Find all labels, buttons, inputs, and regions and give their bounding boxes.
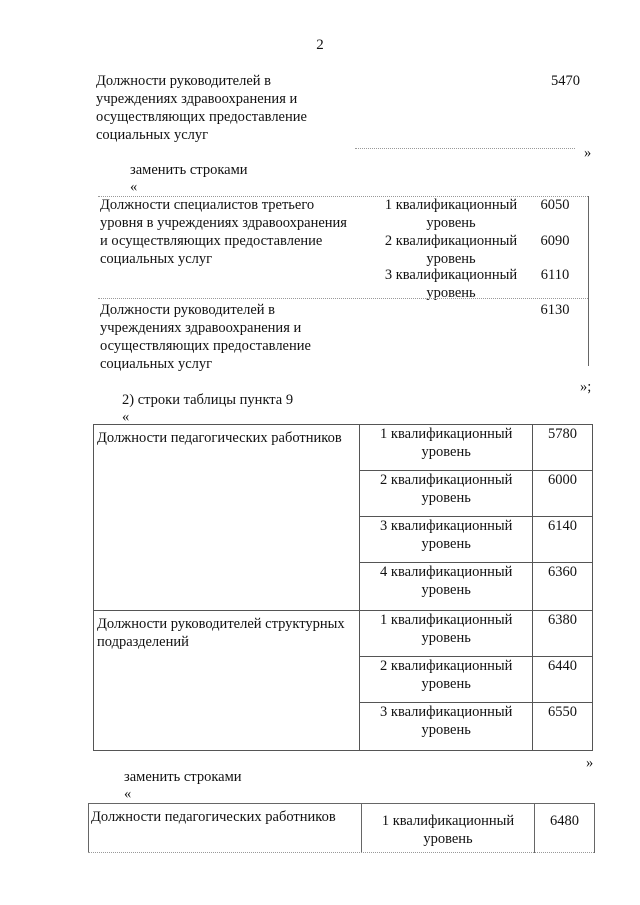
replace-1-text: заменить строками xyxy=(130,162,248,178)
block2-value-1: 6050 xyxy=(540,197,570,213)
table1-value-cell: 6360 xyxy=(533,563,593,611)
table2-value: 6480 xyxy=(550,813,579,829)
block1-label: Должности руководителей в учреждениях здравоохранения и осуществляющих предоставление социальных услуг xyxy=(96,73,307,143)
table1-value-cell: 5780 xyxy=(533,425,593,471)
table-1 xyxy=(93,424,593,751)
block2-value-3: 6110 xyxy=(540,267,570,283)
table1-value-cell: 6550 xyxy=(533,703,593,751)
block2-level-3: 3 квалификационный уровень xyxy=(384,267,518,301)
replace-2-open-quote: « xyxy=(124,786,132,802)
block2-mid-border xyxy=(98,298,588,299)
table1-closing-quote: » xyxy=(586,755,594,771)
faint-rule xyxy=(355,148,575,149)
replace-2-text: заменить строками xyxy=(124,769,242,785)
table1-group2-label: Должности руководителей структурных подразделений xyxy=(97,616,345,650)
page-number: 2 xyxy=(316,37,324,53)
replace-1-open-quote: « xyxy=(130,179,138,195)
table-row xyxy=(94,611,593,657)
block2-value-2: 6090 xyxy=(540,233,570,249)
table2-level: 1 квалификационный уровень xyxy=(381,813,515,847)
block2-level-1: 1 квалификационный уровень xyxy=(384,197,518,231)
table2-label: Должности педагогических работников xyxy=(91,809,336,825)
table1-value-cell: 6380 xyxy=(533,611,593,657)
item2-text: 2) строки таблицы пункта 9 xyxy=(122,392,294,408)
table1-level-cell: 1 квалификационный уровень xyxy=(360,425,533,471)
table1-level-cell: 1 квалификационный уровень xyxy=(360,611,533,657)
table1-value-cell: 6000 xyxy=(533,471,593,517)
item2-open-quote: « xyxy=(122,409,130,425)
block2-closing-quote: »; xyxy=(580,379,592,395)
table1-value-cell: 6140 xyxy=(533,517,593,563)
table1-level-cell: 3 квалификационный уровень xyxy=(360,517,533,563)
block1-closing-quote: » xyxy=(584,145,592,161)
table2-top-border xyxy=(88,803,594,804)
table1-level-cell: 3 квалификационный уровень xyxy=(360,703,533,751)
table1-level-cell: 2 квалификационный уровень xyxy=(360,657,533,703)
block2-label-2: Должности руководителей в учреждениях здравоохранения и осуществляющих предоставление социальных услуг xyxy=(100,302,311,372)
table2-bottom-edge xyxy=(88,852,594,853)
table1-level-cell: 4 квалификационный уровень xyxy=(360,563,533,611)
table1-level-cell: 2 квалификационный уровень xyxy=(360,471,533,517)
table-row xyxy=(94,425,593,471)
table1-group2-cell xyxy=(94,611,360,751)
block2-value-4: 6130 xyxy=(540,302,570,318)
block2-right-border xyxy=(588,196,589,366)
table1-group1-cell xyxy=(94,425,360,611)
block2-label-1: Должности специалистов третьего уровня в учреждениях здравоохранения и осуществляющих предоставление социальных услуг xyxy=(100,197,347,267)
table1-group1-label: Должности педагогических работников xyxy=(97,430,342,446)
table2-right-border xyxy=(594,803,595,853)
table1-value-cell: 6440 xyxy=(533,657,593,703)
block1-value: 5470 xyxy=(551,73,580,89)
block2-level-2: 2 квалификационный уровень xyxy=(384,233,518,267)
table2-left-border xyxy=(88,803,89,853)
